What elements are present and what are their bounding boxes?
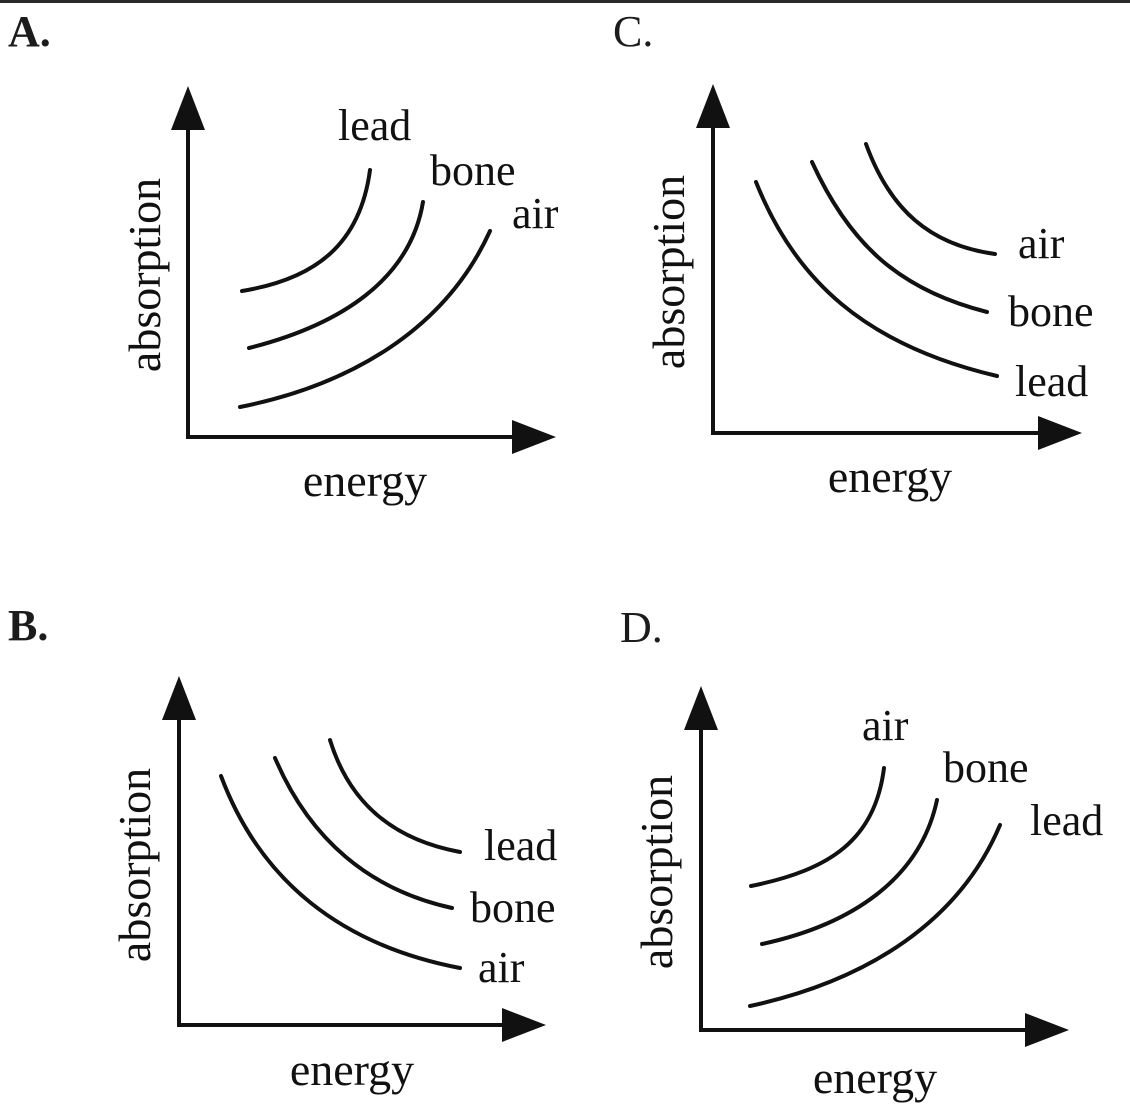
- curve-label-bone: bone: [1008, 287, 1094, 336]
- curve-label-bone: bone: [430, 146, 516, 195]
- curve-label-air: air: [862, 701, 909, 750]
- x-axis-label: energy: [302, 455, 428, 506]
- panel-b[interactable]: [8, 601, 557, 1095]
- panel-c[interactable]: [613, 7, 1094, 502]
- curve-air: [221, 776, 460, 968]
- y-axis-arrow-icon: [684, 686, 718, 730]
- y-axis-arrow-icon: [162, 676, 196, 720]
- curve-label-air: air: [478, 943, 525, 992]
- option-letter-d: D.: [620, 603, 663, 652]
- option-letter-a: A.: [8, 7, 51, 56]
- x-axis-label: energy: [827, 451, 953, 502]
- option-letter-c: C.: [613, 7, 654, 56]
- curve-label-lead: lead: [338, 101, 412, 150]
- curve-bone: [812, 162, 987, 312]
- curve-lead: [750, 825, 1000, 1006]
- curve-lead: [756, 182, 997, 376]
- curve-label-air: air: [1018, 219, 1065, 268]
- x-axis-label: energy: [812, 1052, 938, 1103]
- y-axis-label: absorption: [119, 177, 170, 373]
- y-axis-label: absorption: [109, 767, 160, 963]
- x-axis-arrow-icon: [512, 420, 556, 454]
- curve-label-lead: lead: [484, 821, 558, 870]
- y-axis-arrow-icon: [171, 86, 205, 130]
- curve-bone: [249, 202, 423, 348]
- curve-label-bone: bone: [470, 883, 556, 932]
- x-axis-arrow-icon: [1038, 416, 1082, 450]
- panel-d[interactable]: [620, 603, 1103, 1103]
- y-axis-arrow-icon: [696, 84, 730, 128]
- curve-label-lead: lead: [1015, 357, 1089, 406]
- curve-air: [866, 144, 995, 254]
- y-axis-label: absorption: [643, 174, 694, 370]
- curve-label-lead: lead: [1030, 796, 1104, 845]
- curve-label-bone: bone: [943, 743, 1029, 792]
- curve-lead: [242, 170, 370, 291]
- curve-bone: [762, 800, 937, 944]
- curve-lead: [330, 740, 460, 852]
- x-axis-arrow-icon: [502, 1008, 546, 1042]
- curve-label-air: air: [512, 189, 559, 238]
- option-letter-b: B.: [8, 601, 49, 650]
- x-axis-arrow-icon: [1025, 1013, 1069, 1047]
- curve-air: [240, 231, 490, 407]
- panel-a[interactable]: [8, 7, 559, 506]
- x-axis-label: energy: [289, 1044, 415, 1095]
- curve-air: [751, 768, 884, 886]
- curve-bone: [275, 758, 452, 908]
- y-axis-label: absorption: [631, 774, 682, 970]
